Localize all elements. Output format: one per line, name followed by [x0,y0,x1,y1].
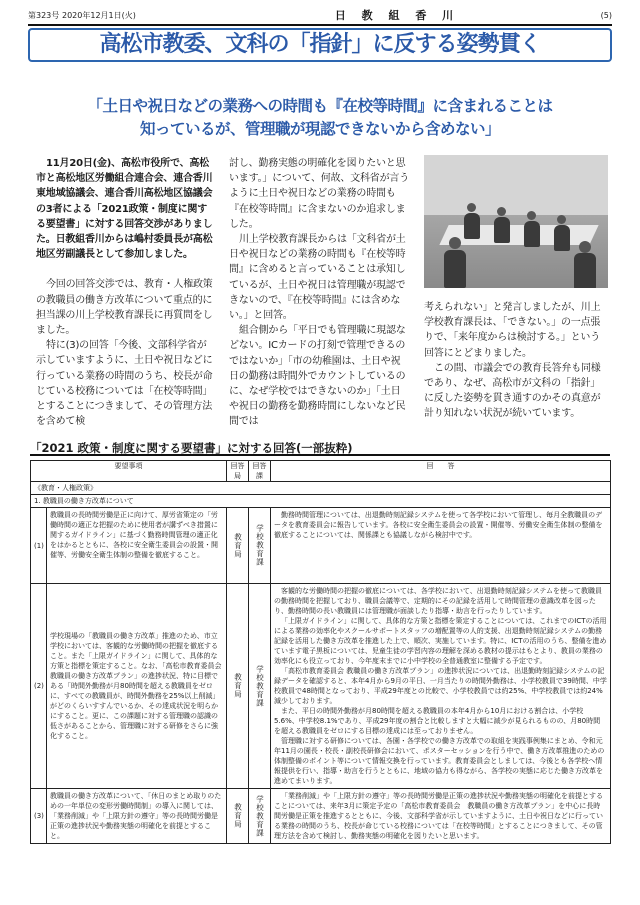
headline-box [28,28,612,62]
answer-paragraph: 「業務削減」や「上限方針の遵守」等の長時間労働是正策の進捗状況や勤務実態の明確化を前提とすることについては、来年3月に策定予定の「高松市教育委員会 教職員の働き方改革プラン」を中心に長時間労働是正策を推進するとともに、今後、文部科学省が示していますように、土日や祝日などに行っている業務の時間のうち、校長が命じている校務については「在校等時間」とすることにつきまして、その管理方法を含めて検討し、勤務実態の明確化を図りたいと思います。 [274,792,603,840]
table-header-row [31,461,611,482]
page-header [28,8,612,22]
subheadline-line-1: 「土日や祝日などの業務への時間も『在校等時間』に含まれることは [87,97,553,115]
row-answer [271,508,611,584]
paragraph: 今回の回答交渉では、教育・人権政策の教職員の働き方改革について重点的に担当課の川上学校教育課長に再質問をしました。 [36,279,213,337]
row-request: 教職員の働き方改革について、「休日のまとめ取りのための一年単位の変形労働時間制」の導入に関しては、「業務削減」や「上限方針の遵守」等の長時間労働是正策の進捗状況や勤務実態の明確化を前提とすること。 [47,789,227,844]
header-bureau: 回答局 [227,461,249,482]
answer-paragraph: 管理職に対する研修については、各園・各学校での働き方改革での取組を実践事例集にまとめ、令和元年11月の園長・校長・副校長研修会において、ポスターセッションを行う中で、働き方改革推進のための体制整備のポイント等について情報交換を行っています。教育委員会としましては、今後とも各学校へ情報提供を行い、指導・助言を行うとともに、地域の協力も得ながら、各学校の実態に応じた働き方改革を進めてまいります。 [274,737,605,785]
header-divider [28,24,612,26]
row-answer [271,584,611,789]
section-row [31,482,611,495]
page-number: (5) [600,10,612,20]
header-answer: 回 答 [271,461,611,482]
meeting-photo [424,155,608,288]
table-title: 「2021 政策・制度に関する要望書」に対する回答(一部抜粋) [30,441,353,455]
row-bureau: 教育局 [227,789,249,844]
article-column-1 [36,156,215,429]
response-table [30,460,611,844]
issue-number: 第323号 [28,10,60,20]
row-request: 教職員の長時間労働是正に向けて、厚労省策定の「労働時間の適正な把握のために使用者が講ずべき措置に関するガイドライン」に基づく勤務時間管理の適正化をはかるとともに、各校に安全衛生委員会の設置・開催等、労働安全衛生体制の整備を徹底すること。 [47,508,227,584]
paragraph: 特に(3)の回答「今後、文部科学省が示していますように、土日や祝日などに行っている業務の時間のうち、校長が命じている校務については「在校等時間」とすることにつきまして、その管理方法を含めて検 [36,340,213,428]
row-number: (2) [31,584,47,789]
subheadline-line-2: 知っているが、管理職が現認できないから含めない」 [139,120,500,138]
header-request: 要望事項 [31,461,227,482]
subsection-row [31,495,611,508]
article-column-2 [229,156,409,430]
row-bureau: 教育局 [227,584,249,789]
article-column-3 [424,300,608,422]
paragraph: 考えられない」と発言しましたが、川上学校教育課長は、「できない。」の一点張りで、「来年度からは検討する。」という回答にとどまりました。 [424,302,601,359]
headline: 高松市教委、文科の「指針」に反する姿勢貫く [99,32,541,57]
paper-name: 日 教 組 香 川 [334,9,460,22]
paragraph: 11月20日(金)、高松市役所で、高松市と高松地区労働組合連合会、連合香川東地域協議会、連合香川高松地区協議会の3者による「2021政策・制度に関する要望書」に対する回答交渉がありました。日教組香川からは嶋村委員長が高松地区労副議長として参加しました。 [36,158,213,261]
answer-paragraph: 「上限ガイドライン」に関して、具体的な方策と指標を策定することについては、これまでのICTの活用による業務の効率化やスクールサポートスタッフの増配置等の人的支援、出退勤時刻記録システムの勤務記録を活用した働き方改革を推進した上で、順次、実施しています。特に、ICTの活用のうち、整備を進めています電子黒板については、児童生徒の学習内容の理解を深める教材の提示はもとより、教員の業務の効率化にも役立っており、今年度末までに小中学校の全普通教室に整備する予定です。 [274,617,607,665]
header-dept: 回答課 [249,461,271,482]
paragraph: 討し、勤務実態の明確化を図りたいと思います。」について、何故、文科省が言うように土日や祝日などの業務の時間も『在校等時間』に含まないのか追求しました。 [229,158,409,230]
answer-paragraph: 客観的な労働時間の把握の徹底については、各学校において、出退勤時刻記録システムを使って教職員の勤務時間を把握しており、職員会議等で、定期的にその記録を活用して時間管理の意識改革を図ったり、勤務時間の長い教職員には管理職が面談したり指導・助言を行ったりしています。 [274,587,603,615]
row-dept: 学校教育課 [249,789,271,844]
answer-paragraph: また、平日の時間外勤務が月80時間を超える教職員の本年4月から10月における割合は、小学校5.6%、中学校8.1%であり、平成29年度の割合と比較しますと大幅に減少が見られるものの、月80時間を超える教職員をゼロにする目標の達成には至っておりません。 [274,707,601,735]
issue-date: 2020年12月1日(火) [62,10,136,20]
subsection-label: 1. 教職員の働き方改革について [31,495,611,508]
table-divider [30,454,610,456]
answer-paragraph: 「高松市教育委員会 教職員の働き方改革プラン」の進捗状況については、出退勤時刻記録システムの記録データを確認すると、本年4月から9月の平日、一月当たりの時間外勤務は、小学校教員で39時間、中学校教員で48時間となっており、平成29年度との比較で、小学校教員では約25%、中学校教員では約24%減少しております。 [274,667,607,705]
paragraph: 組合側から「平日でも管理職に現認などない。ICカードの打刻で管理できるのではないか」「市の幼稚園は、土日や祝日の勤務は時間外でカウントしているのに、なぜ学校ではできないのか」「土日や祝日の勤務を勤務時間にしないなど民間では [229,325,406,428]
paragraph: 川上学校教育課長からは「文科省が土日や祝日などの業務の時間も『在校等時間』に含めると言っていることは承知しているが、土日や祝日は管理職が現認できないので、『在校等時間』には含めない。」と回答。 [229,234,406,322]
section-label: 《教育・人権政策》 [31,482,611,495]
row-number: (1) [31,508,47,584]
row-bureau: 教育局 [227,508,249,584]
row-number: (3) [31,789,47,844]
table-row [31,508,611,584]
table-row [31,789,611,844]
row-answer [271,789,611,844]
answer-paragraph: 勤務時間管理については、出退勤時刻記録システムを使って各学校において管理し、毎月全教職員のデータを教育委員会に報告しています。各校に安全衛生委員会の設置・開催等、労働安全衛生体制の整備を徹底することについては、関係課とも協議しながら検討中です。 [274,511,603,539]
row-dept: 学校教育課 [249,584,271,789]
table-row [31,584,611,789]
row-request: 学校現場の「教職員の働き方改革」推進のため、市立学校においては、客観的な労働時間の把握を徹底すること。また「上限ガイドライン」に関して、具体的な方策と指標を策定すること。なお、「高松市教育委員会 教職員の働き方改革プラン」の進捗状況、特に目標である「時間外勤務が月80時間を超える教職員をゼロに、すべての教職員が、時間外勤務を25%以上削減」がどのくらいすすんでいるか、その達成状況を明らかにすること。更に、この課題に対する管理職の認識の低さがあることから、管理職に対する研修をさらに強化すること。 [47,584,227,789]
row-dept: 学校教育課 [249,508,271,584]
paragraph: この間、市議会での教育長答弁も同様であり、なぜ、高松市が文科の「指針」に反した姿勢を貫き通すのかその真意が計り知れない状況が続いています。 [424,362,601,420]
